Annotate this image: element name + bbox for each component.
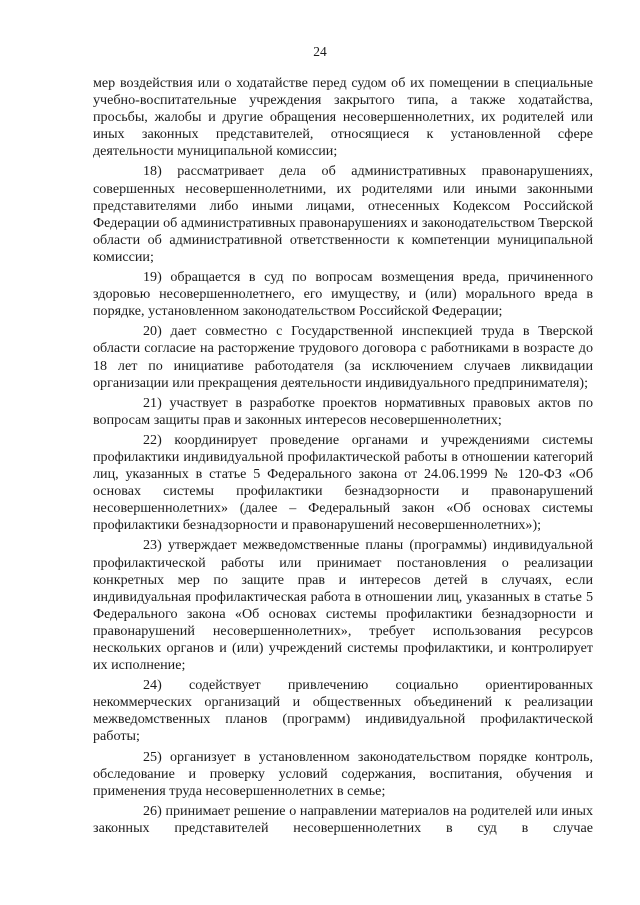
paragraph-item-26: 26) принимает решение о направлении материалов на родителей или иных законных представителей несовершеннолетних в суд в случае (93, 802, 593, 836)
paragraph-item-22: 22) координирует проведение органами и учреждениями системы профилактики индивидуальной профилактической работы в отношении категорий лиц, указанных в статье 5 Федерального закона от 24.06.1999 № 120-ФЗ «Об основах системы профилактики безнадзорности и правонарушений несовершеннолетних» (далее – Федеральный закон «Об основах системы профилактики безнадзорности и правонарушений несовершеннолетних»); (93, 431, 593, 534)
paragraph-item-21: 21) участвует в разработке проектов нормативных правовых актов по вопросам защиты прав и законных интересов несовершеннолетних; (93, 394, 593, 428)
paragraph-item-25: 25) организует в установленном законодательством порядке контроль, обследование и проверку условий содержания, воспитания, обучения и применения труда несовершеннолетних в семье; (93, 748, 593, 799)
page-number: 24 (313, 44, 327, 59)
paragraph-item-24: 24) содействует привлечению социально ориентированных некоммерческих организаций и общественных объединений к реализации межведомственных планов (программ) индивидуальной профилактической работы; (93, 677, 593, 745)
paragraph-item-18: 18) рассматривает дела об административных правонарушениях, совершенных несовершеннолетними, их родителями или иными законными представителями либо иными лицами, отнесенных Кодексом Российской Федерации об административных правонарушениях и законодательством Тверской области об административной ответственности к компетенции муниципальной комиссии; (93, 163, 593, 265)
paragraph-item-20: 20) дает совместно с Государственной инспекцией труда в Тверской области согласие на расторжение трудового договора с работниками в возрасте до 18 лет по инициативе работодателя (за исключением случаев ликвидации организации или прекращения деятельности индивидуального предпринимателя); (93, 323, 593, 391)
paragraph-item-19: 19) обращается в суд по вопросам возмещения вреда, причиненного здоровью несовершеннолетнего, его имуществу, и (или) морального вреда в порядке, установленном законодательством Российской Федерации; (93, 269, 593, 320)
paragraph-continuation: мер воздействия или о ходатайстве перед судом об их помещении в специальные учебно-воспитательные учреждения закрытого типа, а также ходатайства, просьбы, жалобы и другие обращения несовершеннолетних, их родителей или иных законных представителей, относящиеся к установленной сфере деятельности муниципальной комиссии; (93, 75, 593, 160)
document-body (93, 75, 593, 840)
paragraph-item-23: 23) утверждает межведомственные планы (программы) индивидуальной профилактической работы или принимает постановления о реализации конкретных мер по защите прав и интересов детей в случаях, если индивидуальная профилактическая работа в отношении лиц, указанных в статье 5 Федерального закона «Об основах системы профилактики безнадзорности и правонарушений несовершеннолетних», требует использования ресурсов нескольких органов и (или) учреждений системы профилактики, и контролирует их исполнение; (93, 537, 593, 674)
